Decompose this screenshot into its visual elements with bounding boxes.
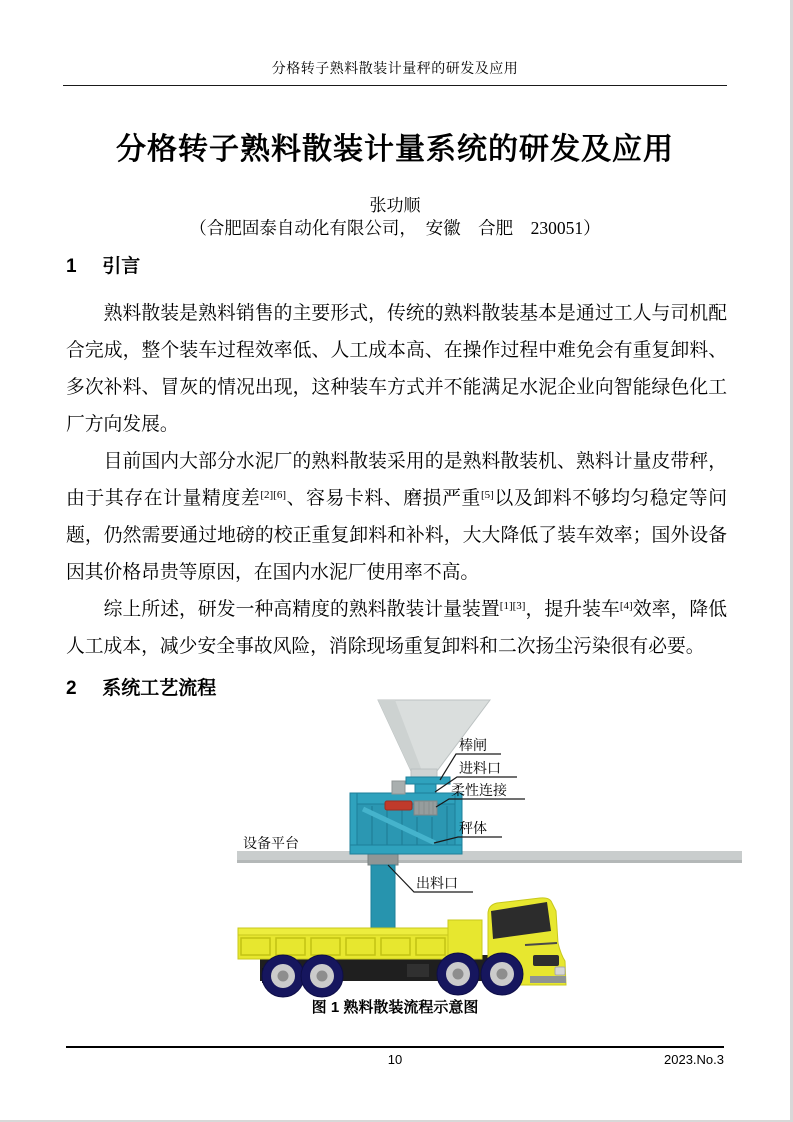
author-affiliation: （合肥固泰自动化有限公司， 安徽 合肥 230051） [189,218,601,238]
truck-bed [238,920,482,959]
label-outlet: 出料口 [416,877,458,892]
citation-marker: [1][3] [499,600,526,612]
label-flexible-connection: 柔性连接 [451,784,507,799]
label-rod-gate: 棒闸 [459,739,487,754]
citation-marker: [2][6] [260,489,286,501]
label-equipment-platform: 设备平台 [243,837,299,852]
motor [392,781,405,794]
wheel [301,955,343,997]
paragraph-1: 熟料散装是熟料销售的主要形式，传统的熟料散装基本是通过工人与司机配合完成，整个装车过程效率低、人工成本高、在操作过程中难免会有重复卸料、多次补料、冒灰的情况出现，这种装车方式并不能满足水泥企业向智能绿色化工厂方向发展。 [66,303,727,435]
section-heading-1 [66,252,727,282]
paragraph-2 [66,443,727,591]
grille [533,955,559,966]
figure-1 [225,693,750,1003]
section-number: 2 [66,678,77,699]
label-scale-body: 秤体 [459,822,487,837]
wheel [481,953,523,995]
page-number: 10 [387,1052,403,1067]
wheel [437,953,479,995]
label-inlet: 进料口 [459,762,501,777]
truck [238,898,566,997]
bumper [530,976,566,983]
section-title: 引言 [102,256,141,277]
document-title: 分格转子熟料散装计量系统的研发及应用 [116,133,674,166]
wheel [262,955,304,997]
running-title: 分格转子熟料散装计量秤的研发及应用 [271,62,519,77]
citation-marker: [4] [619,600,633,612]
section-title: 系统工艺流程 [102,678,217,699]
text-segment: 效率，降低人工成本，减少安全事故风险，消除现场重复卸料和二次扬尘污染很有必要。 [66,599,728,657]
issue-number: 2023.No.3 [664,1052,724,1067]
text-segment: ，提升装车 [525,599,620,620]
text-segment: 综上所述，研发一种高精度的熟料散装计量装置 [103,599,500,620]
author-name: 张功顺 [369,196,421,215]
section-number: 1 [66,256,77,277]
weighing-machine [350,777,462,854]
red-drive-part [385,801,412,810]
process-diagram [225,693,750,1003]
equipment-platform [237,851,742,863]
flexible-connection-cylinder [414,801,437,815]
article-body [66,252,727,704]
figure-caption: 图 1 熟料散装流程示意图 [311,999,479,1016]
text-segment: 、容易卡料、磨损严重 [286,488,481,509]
page-footer [66,1046,724,1072]
outlet-pipe [368,851,398,929]
text-segment: 目前国内大部分水泥厂的熟料散装采用的是熟料散装机、熟料计量皮带秤，由于其存在计量精度差 [66,451,727,509]
text-segment: 以及卸料不够均匀稳定等问题，仍然需要通过地磅的校正重复卸料和补料，大大降低了装车效率；国外设备因其价格昂贵等原因，在国内水泥厂使用率不高。 [66,488,728,583]
headlight [555,967,565,975]
paragraph-3 [66,591,727,665]
running-header [63,58,727,86]
citation-marker: [5] [480,489,494,501]
rod-gate-flange [406,777,450,784]
